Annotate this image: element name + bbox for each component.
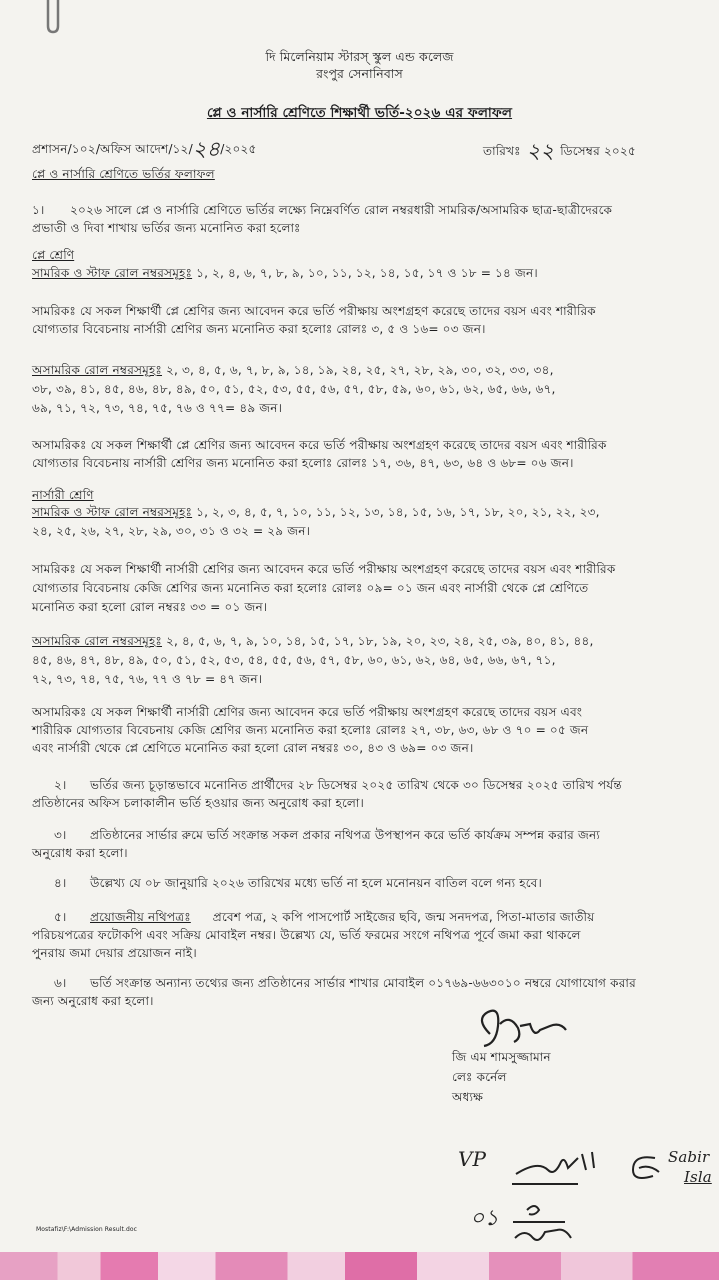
- play-military-note-line1: সামরিকঃ যে সকল শিক্ষার্থী প্লে শ্রেণির জন্য আবেদন করে ভর্তি পরীক্ষায় অংশগ্রহণ করেছে তাদের বয়স এবং শারীরিক: [32, 304, 596, 318]
- nursery-civil-rolls-line1: [32, 632, 593, 650]
- memo-reference: [32, 137, 257, 161]
- nursery-civil-rolls-line2: ৪৫, ৪৬, ৪৭, ৪৮, ৪৯, ৫০, ৫১, ৫২, ৫৩, ৫৪, ৫৫, ৫৬, ৫৭, ৫৮, ৬০, ৬১, ৬২, ৬৪, ৬৫, ৬৬, ৬৭, ৭১,: [32, 653, 556, 667]
- memo-date: [483, 139, 636, 163]
- nursery-military-values-1: ১, ২, ৩, ৪, ৫, ৭, ১০, ১১, ১২, ১৩, ১৪, ১৫, ১৬, ১৭, ১৮, ২০, ২১, ২২, ২৩,: [196, 505, 600, 519]
- paper-clip-icon: [40, 0, 66, 36]
- handwritten-name-2: Isla: [684, 1168, 712, 1186]
- memo-ref-suffix: /২০২৫: [220, 142, 257, 156]
- para5-label: প্রয়োজনীয় নথিপত্রঃ: [90, 910, 191, 924]
- para1-number: ১।: [32, 203, 45, 217]
- play-civil-rolls-line1: [32, 361, 554, 379]
- principal-signature: [470, 1004, 580, 1054]
- play-heading: প্লে শ্রেণি: [32, 248, 75, 262]
- para6-line2: জন্য অনুরোধ করা হলো।: [32, 994, 154, 1008]
- vp-signature: [508, 1140, 608, 1190]
- memo-ref-prefix: প্রশাসন/১০২/অফিস আদেশ/১২/: [32, 142, 193, 156]
- nursery-civil-label: অসামরিক রোল নম্বরসমূহঃ: [32, 634, 163, 648]
- handwritten-date-scribble: [505, 1198, 585, 1248]
- play-civil-note-line1: অসামরিকঃ যে সকল শিক্ষার্থী প্লে শ্রেণির জন্য আবেদন করে ভর্তি পরীক্ষায় অংশগ্রহণ করেছে তাদের বয়স এবং শারীরিক: [32, 438, 607, 452]
- play-military-rolls: [32, 264, 538, 282]
- memo-date-suffix: ডিসেম্বর ২০২৫: [560, 144, 636, 158]
- play-civil-note-line2: যোগ্যতার বিবেচনায় নার্সারী শ্রেণির জন্য মনোনিত করা হলোঃ রোলঃ ১৭, ৩৬, ৪৭, ৬৩, ৬৪ ও ৬৮= ০৬ জন।: [32, 456, 574, 470]
- nursery-military-rolls-line1: [32, 503, 600, 521]
- nursery-civil-rolls-line3: ৭২, ৭৩, ৭৪, ৭৫, ৭৬, ৭৭ ও ৭৮ = ৪৭ জন।: [32, 672, 263, 686]
- para3-number: ৩।: [54, 828, 67, 842]
- vp-note: VP: [458, 1147, 487, 1171]
- play-civil-rolls-line3: ৬৯, ৭১, ৭২, ৭৩, ৭৪, ৭৫, ৭৬ ও ৭৭= ৪৯ জন।: [32, 401, 283, 415]
- principal-rank: লেঃ কর্নেল: [452, 1070, 507, 1084]
- para1-line2: প্রভাতী ও দিবা শাখায় ভর্তির জন্য মনোনিত করা হলোঃ: [32, 221, 301, 235]
- play-civil-label: অসামরিক রোল নম্বরসমূহঃ: [32, 363, 163, 377]
- nursery-civil-note-line1: অসামরিকঃ যে সকল শিক্ষার্থী নার্সারী শ্রেণির জন্য আবেদন করে ভর্তি পরীক্ষায় অংশগ্রহণ করেছে তাদের বয়স এবং: [32, 705, 583, 719]
- school-location: রংপুর সেনানিবাস: [316, 66, 403, 81]
- para3-line1: প্রতিষ্ঠানের সার্ভার রুমে ভর্তি সংক্রান্ত সকল প্রকার নথিপত্র উপস্থাপন করে ভর্তি কার্যক্রম সম্পন্ন করার জন্য: [90, 828, 600, 842]
- para2-line1: ভর্তির জন্য চূড়ান্তভাবে মনোনিত প্রার্থীদের ২৮ ডিসেম্বর ২০২৫ তারিখ থেকে ৩০ ডিসেম্বর ২০২৫ তারিখ পর্যন্ত: [90, 778, 622, 792]
- para2-line2: প্রতিষ্ঠানের অফিস চলাকালীন ভর্তি হওয়ার জন্য অনুরোধ করা হলো।: [32, 796, 365, 810]
- memo-date-day: ২২: [526, 139, 555, 163]
- principal-name: জি এম শামসুজ্জামান: [452, 1050, 551, 1064]
- para5-line3: পুনরায় জমা দেয়ার প্রয়োজন নাই।: [32, 946, 197, 960]
- nursery-military-note-line1: সামরিকঃ যে সকল শিক্ষার্থী নার্সারী শ্রেণির জন্য আবেদন করে ভর্তি পরীক্ষায় অংশগ্রহণ করেছে তাদের বয়স এবং শারীরিক: [32, 562, 616, 576]
- memo-ref-number: ২৪: [192, 137, 221, 161]
- document-title: প্লে ও নার্সারি শ্রেণিতে শিক্ষার্থী ভর্তি-২০২৬ এর ফলাফল: [206, 105, 513, 121]
- fabric-background: [0, 1252, 719, 1280]
- para4-number: ৪।: [54, 876, 67, 890]
- nursery-military-note-line3: মনোনিত করা হলো রোল নম্বরঃ ৩৩ = ০১ জন।: [32, 600, 268, 614]
- principal-post: অধ্যক্ষ: [452, 1090, 484, 1104]
- play-military-label: সামরিক ও স্টাফ রোল নম্বরসমূহঃ: [32, 266, 193, 280]
- play-military-note-line2: যোগ্যতার বিবেচনায় নার্সারী শ্রেণির জন্য মনোনিত করা হলোঃ রোলঃ ৩, ৫ ও ১৬= ০৩ জন।: [32, 322, 486, 336]
- nursery-heading: নার্সারী শ্রেণি: [32, 488, 94, 502]
- play-civil-values-1: ২, ৩, ৪, ৫, ৬, ৭, ৮, ৯, ১৪, ১৯, ২৪, ২৫, ২৭, ২৮, ২৯, ৩০, ৩২, ৩৩, ৩৪,: [166, 363, 554, 377]
- nursery-civil-values-1: ২, ৪, ৫, ৬, ৭, ৯, ১০, ১৪, ১৫, ১৭, ১৮, ১৯, ২০, ২৩, ২৪, ২৫, ৩৯, ৪০, ৪১, ৪৪,: [166, 634, 594, 648]
- nursery-civil-note-line2: শারীরিক যোগ্যতার বিবেচনায় কেজি শ্রেণির জন্য মনোনিত করা হলোঃ রোলঃ ২৭, ৩৮, ৬৩, ৬৮ ও ৭০ = ০৫ জন: [32, 723, 589, 737]
- para5-line1: প্রবেশ পত্র, ২ কপি পাসপোর্ট সাইজের ছবি, জন্ম সনদপত্র, পিতা-মাতার জাতীয়: [212, 910, 595, 924]
- para3-line2: অনুরোধ করা হলো।: [32, 846, 128, 860]
- para4-line1: উল্লেখ্য যে ০৮ জানুয়ারি ২০২৬ তারিখের মধ্যে ভর্তি না হলে মনোনয়ন বাতিল বলে গন্য হবে।: [90, 876, 542, 890]
- para6-line1: ভর্তি সংক্রান্ত অন্যান্য তথ্যের জন্য প্রতিষ্ঠানের সার্ভার শাখার মোবাইল ০১৭৬৯-৬৬৩০১০ নম্বরে যোগাযোগ করার: [90, 976, 636, 990]
- school-name: দি মিলেনিয়াম স্টারস্ স্কুল এন্ড কলেজ: [265, 49, 454, 64]
- handwritten-number: ০১: [470, 1206, 499, 1231]
- play-military-values: ১, ২, ৪, ৬, ৭, ৮, ৯, ১০, ১১, ১২, ১৪, ১৫, ১৭ ও ১৮ = ১৪ জন।: [196, 266, 538, 280]
- nursery-military-rolls-line2: ২৪, ২৫, ২৬, ২৭, ২৮, ২৯, ৩০, ৩১ ও ৩২ = ২৯ জন।: [32, 524, 311, 538]
- handwritten-scribble: [625, 1150, 665, 1186]
- para1-line1: ২০২৬ সালে প্লে ও নার্সারি শ্রেণিতে ভর্তির লক্ষ্যে নিম্নেবর্ণিত রোল নম্বরধারী সামরিক/অসামরিক ছাত্র-ছাত্রীদেরকে: [70, 203, 613, 217]
- play-civil-rolls-line2: ৩৮, ৩৯, ৪১, ৪৫, ৪৬, ৪৮, ৪৯, ৫০, ৫১, ৫২, ৫৩, ৫৫, ৫৬, ৫৭, ৫৮, ৫৯, ৬০, ৬১, ৬২, ৬৫, ৬৬, ৬৭,: [32, 382, 556, 396]
- para5-line2: পরিচয়পত্রের ফটোকপি এবং সক্রিয় মোবাইল নম্বর। উল্লেখ্য যে, ভর্তি ফরমের সংগে নথিপত্র পূর্বে জমা করা থাকলে: [32, 928, 581, 942]
- para5-line1-row: [90, 908, 594, 926]
- nursery-civil-note-line3: এবং নার্সারী থেকে প্লে শ্রেণিতে মনোনিত করা হলো রোল নম্বরঃ ৩০, ৪৩ ও ৬৯= ০৩ জন।: [32, 741, 474, 755]
- memo-date-label: তারিখঃ: [483, 144, 521, 158]
- footer-file-path: Mostafiz\F:\Admission Result.doc: [36, 1226, 138, 1233]
- nursery-military-label: সামরিক ও স্টাফ রোল নম্বরসমূহঃ: [32, 505, 193, 519]
- para6-number: ৬।: [54, 976, 67, 990]
- handwritten-name-1: Sabir: [668, 1148, 710, 1166]
- para5-number: ৫।: [54, 910, 67, 924]
- section-heading: প্লে ও নার্সারি শ্রেণিতে ভর্তির ফলাফল: [32, 167, 215, 181]
- nursery-military-note-line2: যোগ্যতার বিবেচনায় কেজি শ্রেণির জন্য মনোনিত করা হলোঃ রোলঃ ০৯= ০১ জন এবং নার্সারী থেকে প্লে শ্রেণিতে: [32, 581, 589, 595]
- para2-number: ২।: [54, 778, 67, 792]
